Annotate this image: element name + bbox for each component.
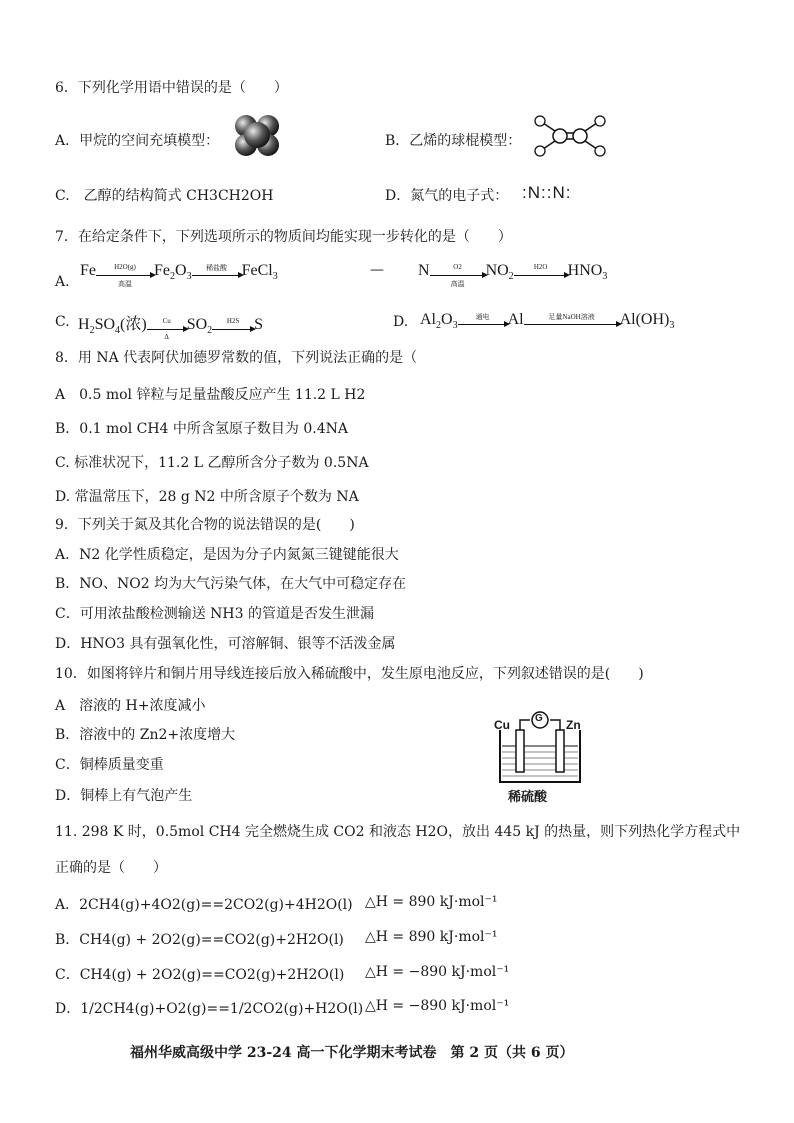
reaction-arrow: 稀盐酸 xyxy=(192,267,242,276)
q7-label-c: C. xyxy=(55,314,70,330)
q6-option-c: C. 乙醇的结构简式 CH3CH2OH xyxy=(55,188,274,204)
q11-option-a-equation: A．2CH4(g)+4O2(g)==2CO2(g)+4H2O(l) xyxy=(55,897,353,913)
q11-option-b-equation: B．CH4(g) + 2O2(g)==CO2(g)+2H2O(l) xyxy=(55,932,344,948)
q9-option-d: D．HNO3 具有强氧化性，可溶解铜、银等不活泼金属 xyxy=(55,636,396,652)
zinc-label: Zn xyxy=(566,718,581,732)
ethylene-ball-stick-model xyxy=(530,113,610,159)
q7-option-c-equation: $H_2SO_4$(浓) $\frac{Cu}{\Delta}$ $SO_2$ H2S S xyxy=(78,316,264,341)
reaction-arrow: 通电 xyxy=(458,316,508,325)
reaction-arrow: O2 高温 xyxy=(430,267,486,276)
q6-stem: 6．下列化学用语中错误的是（ ） xyxy=(55,80,288,96)
q9-option-c: C．可用浓盐酸检测输送 NH3 的管道是否发生泄漏 xyxy=(55,606,374,622)
q11-stem-line1: 11. 298 K 时，0.5mol CH4 完全燃烧生成 CO2 和液态 H2O，放出 445 kJ 的热量，则下列热化学方程式中 xyxy=(55,824,741,840)
q6-option-b: B．乙烯的球棍模型： xyxy=(385,133,522,149)
q11-option-d-equation: D．1/2CH4(g)+O2(g)==1/2CO2(g)+H2O(l) xyxy=(55,1001,364,1017)
galvanometer-label: G xyxy=(535,713,543,724)
q8-option-b: B．0.1 mol CH4 中所含氢原子数目为 0.4NA xyxy=(55,421,348,437)
q7-option-a-equation: Fe H2O(g) 高温 $Fe_2O_3$ 稀盐酸 FeCl$_3$ xyxy=(80,262,278,288)
q9-option-b: B．NO、NO2 均为大气污染气体，在大气中可稳定存在 xyxy=(55,576,407,592)
q8-option-c: C. 标准状况下，11.2 L 乙醇所含分子数为 0.5NA xyxy=(55,455,369,471)
q11-stem-line2: 正确的是（ ） xyxy=(55,860,167,876)
figure-caption: 稀硫酸 xyxy=(508,790,548,805)
nitrogen-electron-formula: :N::N: xyxy=(522,183,572,202)
q10-option-d: D．铜棒上有气泡产生 xyxy=(55,788,193,804)
reaction-arrow: H2O(g) 高温 xyxy=(96,267,154,276)
q11-option-b-enthalpy: △H = 890 kJ·mol⁻¹ xyxy=(365,929,498,945)
q10-option-b: B．溶液中的 Zn2+浓度增大 xyxy=(55,727,236,743)
q6-option-d: D．氮气的电子式： xyxy=(385,188,509,204)
reaction-arrow: 足量NaOH溶液 xyxy=(524,316,620,325)
copper-label: Cu xyxy=(494,718,510,732)
methane-space-filling-model xyxy=(232,112,282,160)
galvanic-cell-figure xyxy=(490,706,590,806)
q10-option-a: A 溶液的 H+浓度减小 xyxy=(55,698,206,714)
q9-option-a: A．N2 化学性质稳定，是因为分子内氮氮三键键能很大 xyxy=(55,547,399,563)
reaction-arrow: H2S xyxy=(212,321,254,330)
q8-stem: 8．用 NA 代表阿伏加德罗常数的值，下列说法正确的是（ xyxy=(55,350,418,366)
q10-option-c: C．铜棒质量变重 xyxy=(55,757,164,773)
q7-option-b-equation: N O2 高温 $NO_2$ H2O $HNO_3$ xyxy=(418,262,608,288)
reaction-arrow: $\frac{Cu}{\Delta}$ xyxy=(147,321,187,330)
q7-label-a: A. xyxy=(55,274,70,290)
q7-option-d-equation: $Al_2O_3$ 通电 Al 足量NaOH溶液 $Al(OH)_3$ xyxy=(420,311,675,332)
q10-stem: 10．如图将锌片和铜片用导线连接后放入稀硫酸中，发生原电池反应，下列叙述错误的是( ) xyxy=(55,666,644,682)
q7-label-d: D. xyxy=(393,314,409,330)
q11-option-d-enthalpy: △H = −890 kJ·mol⁻¹ xyxy=(365,998,510,1014)
q11-option-c-equation: C．CH4(g) + 2O2(g)==CO2(g)+2H2O(l) xyxy=(55,967,345,983)
q6-option-a: A．甲烷的空间充填模型： xyxy=(55,133,220,149)
q7-stem: 7．在给定条件下，下列选项所示的物质间均能实现一步转化的是（ ） xyxy=(55,229,512,245)
q7-label-b: — xyxy=(370,262,384,278)
reaction-arrow: H2O xyxy=(514,267,568,276)
q8-option-d: D. 常温常压下，28 g N2 中所含原子个数为 NA xyxy=(55,489,359,505)
q9-stem: 9．下列关于氮及其化合物的说法错误的是( ) xyxy=(55,517,355,533)
page-footer: 福州华威高级中学 23-24 高一下化学期末考试卷 第 2 页（共 6 页） xyxy=(130,1045,574,1061)
q8-option-a: A 0.5 mol 锌粒与足量盐酸反应产生 11.2 L H2 xyxy=(55,387,366,403)
q11-option-a-enthalpy: △H = 890 kJ·mol⁻¹ xyxy=(365,894,498,910)
q11-option-c-enthalpy: △H = −890 kJ·mol⁻¹ xyxy=(365,964,510,980)
